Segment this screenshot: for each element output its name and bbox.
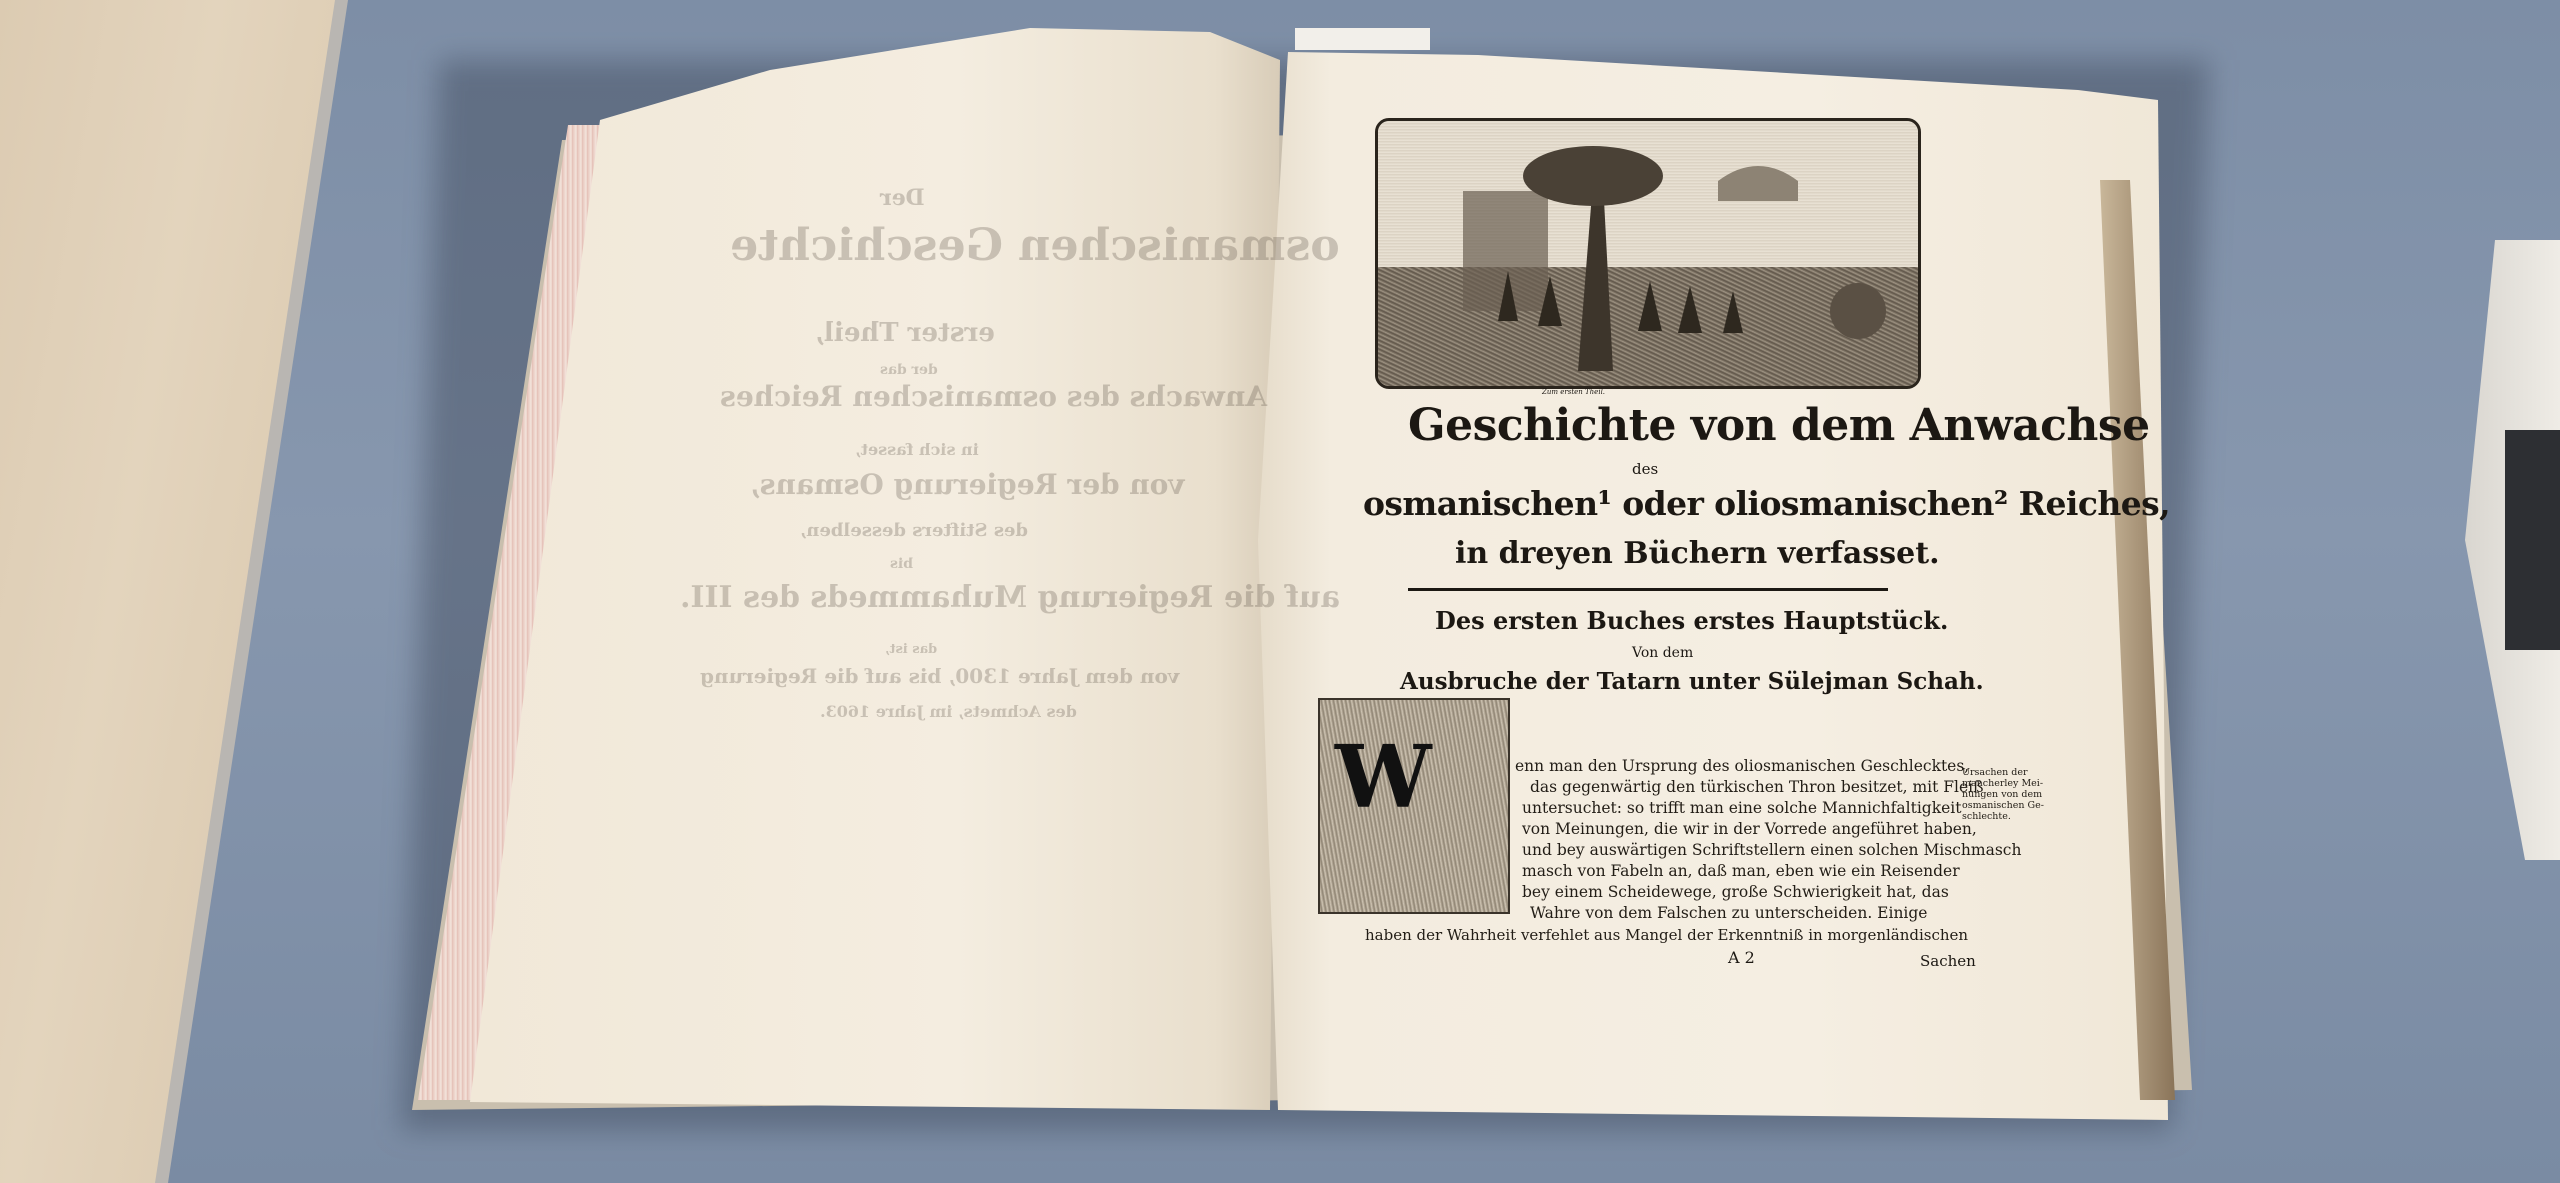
wooden-desk: [0, 0, 340, 1183]
bleed-line-2: osmanischen Geschichte: [730, 220, 1340, 271]
headpiece-caption: Zum ersten Theil.: [1542, 388, 1606, 396]
bleed-line-9: bis: [890, 556, 913, 572]
bleed-line-5: Anwachs des osmanischen Reiches: [720, 380, 1268, 413]
margin-note-3: nungen von dem: [1962, 789, 2043, 800]
decorated-initial-letter: W: [1335, 727, 1432, 828]
margin-note-5: schlechte.: [1962, 811, 2011, 822]
engraving-figures: [1378, 121, 1918, 386]
title-rule: [1408, 588, 1888, 591]
engraved-headpiece-illustration: [1375, 118, 1921, 389]
bleed-line-12: von dem Jahre 1300, bis auf die Regierung: [700, 664, 1180, 688]
body-line-4: von Meinungen, die wir in der Vorrede angeführet haben,: [1522, 820, 1977, 838]
bleed-line-8: des Stifters desselben,: [800, 520, 1028, 541]
bleed-line-7: von der Regierung Osmans,: [750, 468, 1185, 501]
page-title-line-3: osmanischen¹ oder oliosmanischen² Reiches,: [1363, 484, 2170, 523]
page-title-line-1: Geschichte von dem Anwachse: [1408, 400, 2150, 451]
body-line-5: und bey auswärtigen Schriftstellern einen solchen Mischmasch: [1522, 841, 2022, 859]
bookmark-slip: [1295, 28, 1430, 50]
body-line-8: Wahre von dem Falschen zu unterscheiden. Einige: [1530, 904, 1928, 922]
page-signature: A 2: [1728, 948, 1755, 967]
chapter-subheading-2: Ausbruche der Tatarn unter Sülejman Schah.: [1400, 668, 1984, 695]
body-line-7: bey einem Scheidewege, große Schwierigkeit hat, das: [1522, 883, 1949, 901]
body-line-9: haben der Wahrheit verfehlet aus Mangel der Erkenntniß in morgenländischen: [1365, 926, 1969, 944]
body-line-1: enn man den Ursprung des oliosmanischen Geschlecktes,: [1515, 757, 1970, 775]
page-title-line-4: in dreyen Büchern verfasset.: [1455, 536, 1940, 571]
margin-note-2: mancherley Mei-: [1962, 778, 2044, 789]
bleed-line-1: Der: [880, 185, 925, 211]
body-line-3: untersuchet: so trifft man eine solche Mannichfaltigkeit: [1522, 799, 1962, 817]
body-line-2: das gegenwärtig den türkischen Thron besitzet, mit Fleiß: [1530, 778, 1984, 796]
catchword: Sachen: [1920, 952, 1976, 970]
body-line-6: masch von Fabeln an, daß man, eben wie ein Reisender: [1522, 862, 1960, 880]
page-title-line-2: des: [1632, 460, 1659, 478]
bleed-line-11: das ist,: [885, 642, 938, 657]
bleed-line-13: des Achmets, im Jahre 1603.: [820, 702, 1077, 721]
bleed-line-6: in sich fasset,: [855, 440, 979, 459]
margin-note-4: osmanischen Ge-: [1962, 800, 2044, 811]
chapter-heading: Des ersten Buches erstes Hauptstück.: [1435, 606, 1949, 635]
bleed-line-3: erster Theil,: [815, 318, 995, 348]
chapter-subheading-1: Von dem: [1632, 645, 1694, 661]
background-dark-object: [2505, 430, 2560, 650]
bleed-line-10: auf die Regierung Muhammeds des III.: [680, 580, 1340, 615]
bleed-line-4: der das: [880, 362, 938, 378]
margin-note-1: Ursachen der: [1962, 767, 2028, 778]
